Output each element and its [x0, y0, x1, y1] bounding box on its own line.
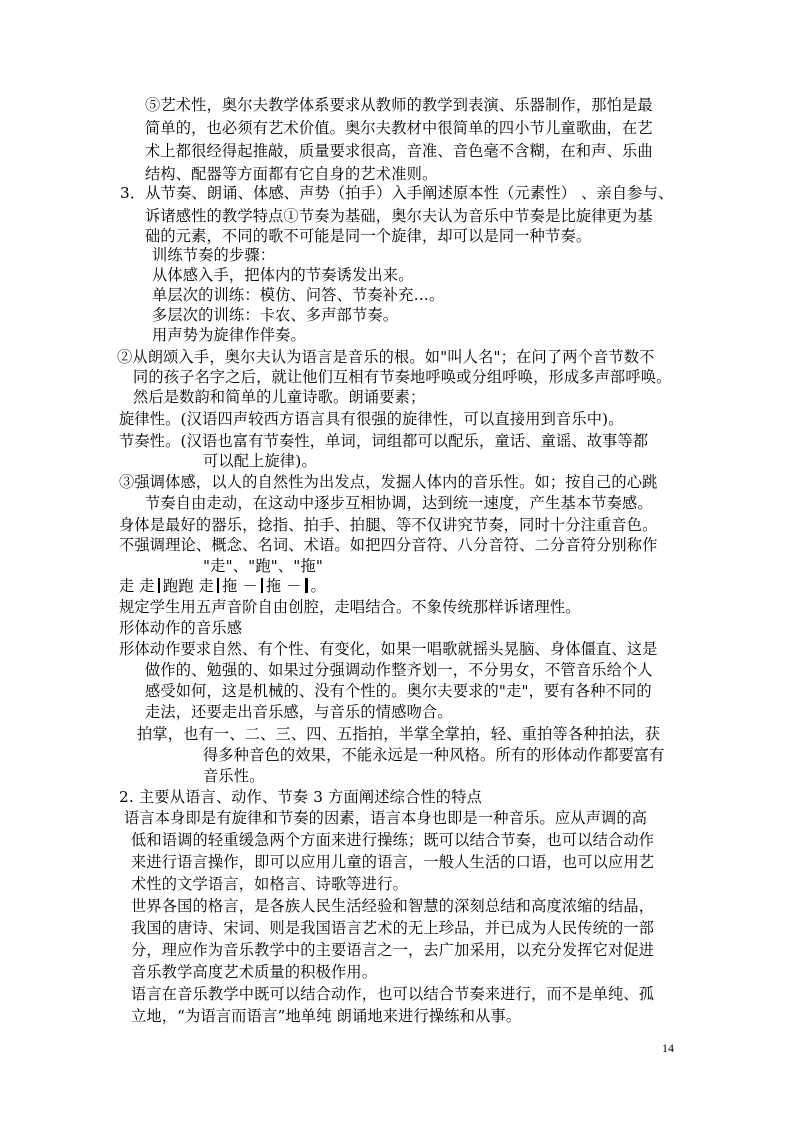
text-line: 训练节奏的步骤： — [152, 246, 276, 264]
rhythm-segment: 跑跑 走 — [162, 577, 215, 595]
text-line: 音乐性。 — [203, 767, 265, 785]
text-line: 术上都很经得起推敲，质量要求很高，音准、音色毫不含糊，在和声、乐曲 — [145, 142, 653, 160]
text-line: 单层次的训练：模仿、问答、节奏补充…。 — [152, 286, 445, 304]
text-line: 诉诸感性的教学特点①节奏为基础，奥尔夫认为音乐中节奏是比旋律更为基 — [145, 207, 653, 225]
text-line: 音乐教学高度艺术质量的积极作用。 — [131, 963, 378, 981]
text-line: 然后是数韵和简单的儿童诗歌。朗诵要素； — [133, 388, 426, 406]
text-line: "走"、"跑"、"拖" — [203, 557, 324, 575]
text-line: 可以配上旋律)。 — [203, 452, 317, 470]
text-line: 同的孩子名字之后，就让他们互相有节奏地呼唤或分组呼唤，形成多声部呼唤。 — [133, 368, 672, 386]
text-line: 拍掌，也有一、二、三、四、五指拍，半掌全掌拍，轻、重拍等各种拍法，获 — [137, 725, 661, 743]
rhythm-segment: 拖 － — [222, 577, 258, 595]
text-line: 低和语调的轻重缓急两个方面来进行操练；既可以结合节奏，也可以结合动作 — [131, 831, 655, 849]
text-line: 我国的唐诗、宋词、则是我国语言艺术的无上珍品，并已成为人民传统的一部 — [131, 919, 655, 937]
text-line: 3．从节奏、朗诵、体感、声势（拍手）入手阐述原本性（元素性） 、亲自参与、 — [120, 184, 674, 202]
barline — [261, 578, 263, 593]
text-line: 规定学生用五声音阶自由创腔，走唱结合。不象传统那样诉诸理性。 — [119, 598, 581, 616]
text-line: 结构、配器等方面都有它自身的艺术准则。 — [145, 165, 438, 183]
text-line: 节奏自由走动，在这动中逐步互相协调，达到统一速度，产生基本节奏感。 — [145, 494, 653, 512]
barline — [158, 578, 160, 593]
text-line: 用声势为旋律作伴奏。 — [152, 326, 306, 344]
text-line: 立地，“为语言而语言”地单纯 朗诵地来进行操练和从事。 — [131, 1007, 522, 1025]
text-line: 形体动作的音乐感 — [119, 619, 243, 637]
text-line: 语言在音乐教学中既可以结合动作，也可以结合节奏来进行，而不是单纯、孤 — [131, 985, 655, 1003]
text-line: ②从朗颂入手，奥尔夫认为语言是音乐的根。如"叫人名"；在问了两个音节数不 — [117, 348, 655, 366]
text-line: 得多种音色的效果，不能永远是一种风格。所有的形体动作都要富有 — [203, 746, 665, 764]
rhythm-notation — [119, 576, 326, 596]
text-line: 做作的、勉强的、如果过分强调动作整齐划一，不分男女，不管音乐给个人 — [145, 661, 653, 679]
text-line: ⑤艺术性，奥尔夫教学体系要求从教师的教学到表演、乐器制作，那怕是最 — [145, 96, 653, 114]
text-line: 分，理应作为音乐教学中的主要语言之一，去广加采用，以充分发挥它对促进 — [131, 941, 655, 959]
text-line: 旋律性。(汉语四声较西方语言具有很强的旋律性，可以直接用到音乐中)。 — [119, 410, 624, 428]
final-barline — [305, 578, 308, 593]
rhythm-segment: 走 走 — [119, 577, 155, 595]
text-line: 2. 主要从语言、动作、节奏 3 方面阐述综合性的特点 — [119, 788, 482, 806]
text-line: 础的元素，不同的歌不可能是同一个旋律，却可以是同一种节奏。 — [145, 227, 592, 245]
text-line: 从体感入手，把体内的节奏诱发出来。 — [152, 266, 414, 284]
rhythm-segment: 拖 － — [265, 577, 302, 595]
barline — [217, 578, 219, 593]
text-line: 感受如何，这是机械的、没有个性的。奥尔夫要求的"走"，要有各种不同的 — [145, 682, 652, 700]
text-line: 术性的文学语言，如格言、诗歌等进行。 — [131, 875, 408, 893]
text-line: 身体是最好的器乐，捻指、拍手、拍腿、等不仅讲究节奏，同时十分注重音色。 — [119, 516, 658, 534]
text-line: 形体动作要求自然、有个性、有变化，如果一唱歌就摇头晃脑、身体僵直、这是 — [119, 640, 658, 658]
text-line: 不强调理论、概念、名词、术语。如把四分音符、八分音符、二分音符分别称作 — [119, 536, 658, 554]
text-line: ③强调体感，以人的自然性为出发点，发掘人体内的音乐性。如；按自己的心跳 — [119, 473, 658, 491]
text-line: 走法，还要走出音乐感，与音乐的情感吻合。 — [145, 703, 453, 721]
text-line: 世界各国的格言，是各族人民生活经验和智慧的深刻总结和高度浓缩的结晶， — [131, 897, 655, 915]
rhythm-period: 。 — [310, 577, 327, 595]
text-line: 简单的，也必须有艺术价值。奥尔夫教材中很简单的四小节儿童歌曲，在艺 — [145, 119, 653, 137]
text-line: 语言本身即是有旋律和节奏的因素，语言本身也即是一种音乐。应从声调的高 — [124, 809, 648, 827]
text-line: 节奏性。(汉语也富有节奏性，单词，词组都可以配乐，童话、童谣、故事等都 — [119, 432, 649, 450]
text-line: 多层次的训练：卡农、多声部节奏。 — [152, 306, 399, 324]
text-line: 来进行语言操作，即可以应用儿童的语言，一般人生活的口语，也可以应用艺 — [131, 853, 655, 871]
page-number: 14 — [662, 1041, 674, 1055]
